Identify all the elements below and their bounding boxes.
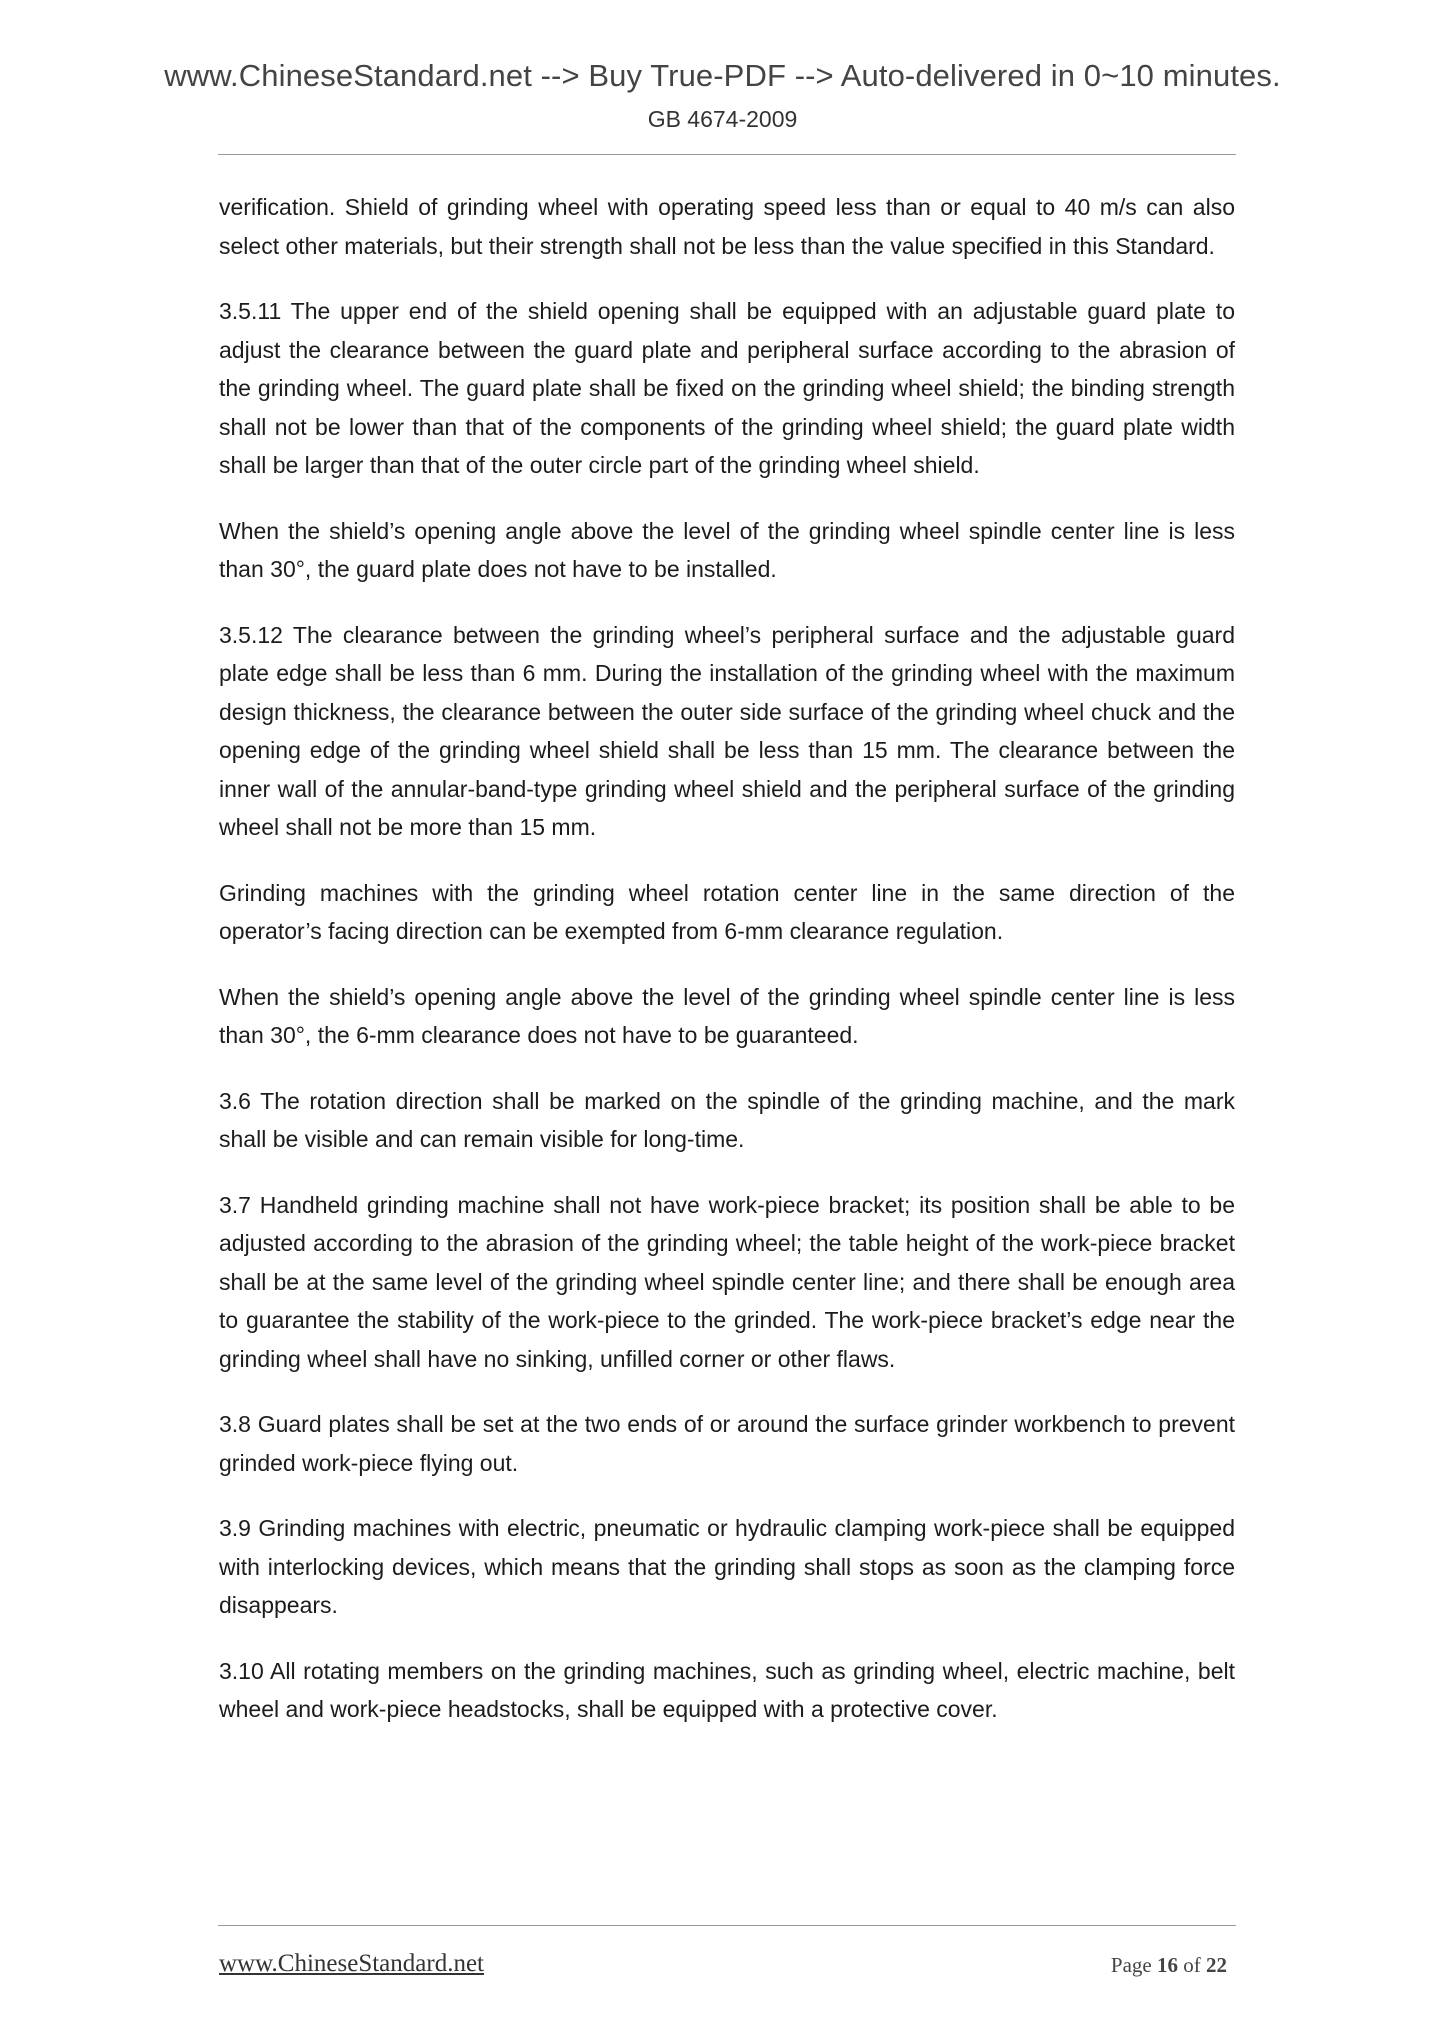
- paragraph-clearance-guarantee: When the shield’s opening angle above the level of the grinding wheel spindle center line is less than 30°, the 6-mm clearance does not have to be guaranteed.: [219, 983, 1235, 1048]
- header-banner[interactable]: www.ChineseStandard.net --> Buy True-PDF --> Auto-delivered in 0~10 minutes.: [164, 58, 1281, 93]
- page-word: Page: [1110, 1953, 1152, 1977]
- paragraph-3-9: 3.9 Grinding machines with electric, pneumatic or hydraulic clamping work-piece shall be equipped with interlocking devices, which means that the grinding shall stops as soon as the clamping force disappears.: [219, 1515, 1235, 1618]
- page-total: 22: [1206, 1953, 1227, 1977]
- paragraph-3-8: 3.8 Guard plates shall be set at the two ends of or around the surface grinder workbench to prevent grinded work-piece flying out.: [219, 1411, 1235, 1476]
- paragraph-3-10: 3.10 All rotating members on the grinding machines, such as grinding wheel, electric machine, belt wheel and work-piece headstocks, shall be equipped with a protective cover.: [219, 1657, 1235, 1722]
- paragraph-guard-plate-exemption: When the shield’s opening angle above the level of the grinding wheel spindle center line is less than 30°, the guard plate does not have to be installed.: [219, 517, 1235, 582]
- page-indicator: [1111, 1953, 1227, 1978]
- page-of: of: [1183, 1953, 1201, 1977]
- paragraph-3-5-12: 3.5.12 The clearance between the grinding wheel’s peripheral surface and the adjustable guard plate edge shall be less than 6 mm. During the installation of the grinding wheel with the maximum design thickness, the clearance between the outer side surface of the grinding wheel chuck and the opening edge of the grinding wheel shield shall be less than 15 mm. The clearance between the inner wall of the annular-band-type grinding wheel shield and the peripheral surface of the grinding wheel shall not be more than 15 mm.: [219, 621, 1235, 840]
- footer-site-link[interactable]: www.ChineseStandard.net: [219, 1950, 484, 1977]
- document-body: [219, 188, 1235, 1756]
- paragraph-3-5-11: 3.5.11 The upper end of the shield opening shall be equipped with an adjustable guard plate to adjust the clearance between the guard plate and peripheral surface according to the abrasion of the grinding wheel. The guard plate shall be fixed on the grinding wheel shield; the binding strength shall not be lower than that of the components of the grinding wheel shield; the guard plate width shall be larger than that of the outer circle part of the grinding wheel shield.: [219, 298, 1235, 478]
- page-current: 16: [1157, 1953, 1178, 1977]
- standard-code: GB 4674-2009: [647, 106, 798, 132]
- paragraph-verification: verification. Shield of grinding wheel with operating speed less than or equal to 40 m/s can also select other materials, but their strength shall not be less than the value specified in this Standard.: [219, 194, 1235, 259]
- paragraph-clearance-exemption: Grinding machines with the grinding wheel rotation center line in the same direction of the operator’s facing direction can be exempted from 6-mm clearance regulation.: [219, 879, 1235, 944]
- header-rule: [218, 154, 1236, 155]
- footer-rule: [218, 1925, 1236, 1926]
- paragraph-3-6: 3.6 The rotation direction shall be marked on the spindle of the grinding machine, and the mark shall be visible and can remain visible for long-time.: [219, 1087, 1235, 1152]
- paragraph-3-7: 3.7 Handheld grinding machine shall not have work-piece bracket; its position shall be able to be adjusted according to the abrasion of the grinding wheel; the table height of the work-piece bracket shall be at the same level of the grinding wheel spindle center line; and there shall be enough area to guarantee the stability of the work-piece to the grinded. The work-piece bracket’s edge near the grinding wheel shall have no sinking, unfilled corner or other flaws.: [219, 1191, 1235, 1372]
